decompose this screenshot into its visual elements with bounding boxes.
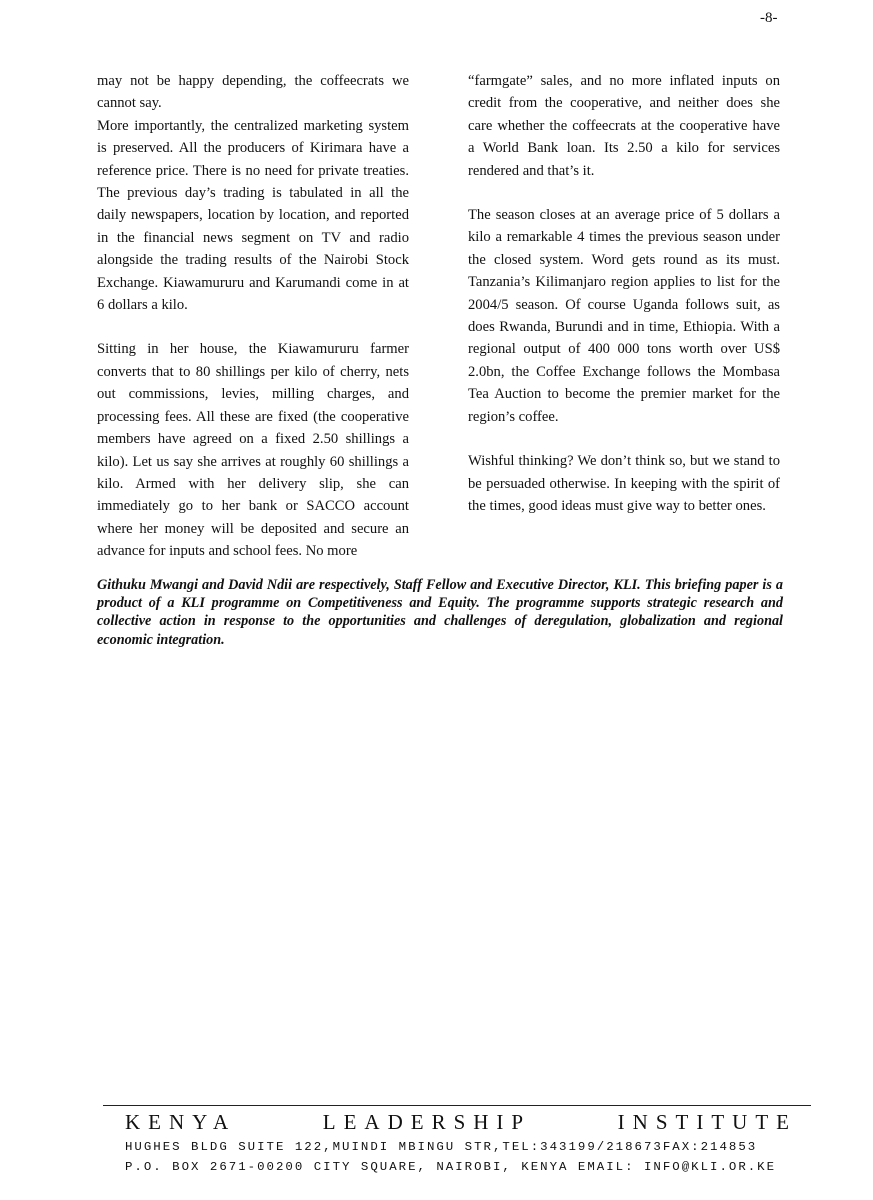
footer-contact: P.O. BOX 2671-00200 CITY SQUARE, NAIROBI, KENYA EMAIL: INFO@KLI.OR.KE — [125, 1160, 777, 1174]
footer-address: HUGHES BLDG SUITE 122,MUINDI MBINGU STR,TEL:343199/218673FAX:214853 — [125, 1140, 758, 1154]
footer-institute-name — [125, 1110, 797, 1135]
right-column — [468, 70, 780, 517]
paragraph: Sitting in her house, the Kiawamururu farmer converts that to 80 shillings per kilo of cherry, nets out commissions, levies, milling charges, and processing fees. All these are fixed (the cooperative members have agreed on a fixed 2.50 shillings a kilo). Let us say she arrives at roughly 60 shillings a kilo. Armed with her delivery slip, she can immediately go to her bank or SACCO account where her money will be deposited and secure an advance for inputs and school fees. No more — [97, 341, 409, 560]
paragraph: The season closes at an average price of 5 dollars a kilo a remarkable 4 times the previous season under the closed system. Word gets round as its must. Tanzania’s Kilimanjaro region applies to list for the 2004/5 season. Of course Uganda follows suit, as does Rwanda, Burundi and in time, Ethiopia. With a regional output of 400 000 tons worth over US$ 2.0bn, the Coffee Exchange follows the Mombasa Tea Auction to become the premier market for the region’s coffee. — [468, 207, 780, 425]
footer-title-word: KENYA — [125, 1110, 237, 1134]
footer-title-word: INSTITUTE — [617, 1110, 797, 1134]
paragraph: More importantly, the centralized marketing system is preserved. All the producers of Kirimara have a reference price. There is no need for private treaties. The previous day’s trading is tabulated in all the daily newspapers, location by location, and reported in the financial news segment on TV and radio alongside the trading results of the Nairobi Stock Exchange. Kiawamururu and Karumandi come in at 6 dollars a kilo. — [97, 117, 409, 314]
footer-title-word: LEADERSHIP — [322, 1110, 532, 1134]
page-number: -8- — [760, 10, 778, 26]
paragraph: “farmgate” sales, and no more inflated inputs on credit from the cooperative, and neither does she care whether the coffeecrats at the cooperative have a World Bank loan. Its 2.50 a kilo for services rendered and that’s it. — [468, 73, 780, 179]
author-byline: Githuku Mwangi and David Ndii are respectively, Staff Fellow and Executive Director, KLI. This briefing paper is a product of a KLI programme on Competitiveness and Equity. The programme supports strategic research and collective action in response to the opportunities and challenges of deregulation, globalization and regional economic integration. — [97, 577, 783, 648]
paragraph: Wishful thinking? We don’t think so, but we stand to be persuaded otherwise. In keeping with the spirit of the times, good ideas must give way to better ones. — [468, 453, 780, 514]
footer-divider — [103, 1105, 811, 1106]
paragraph: may not be happy depending, the coffeecrats we cannot say. — [97, 73, 409, 112]
left-column — [97, 70, 409, 563]
